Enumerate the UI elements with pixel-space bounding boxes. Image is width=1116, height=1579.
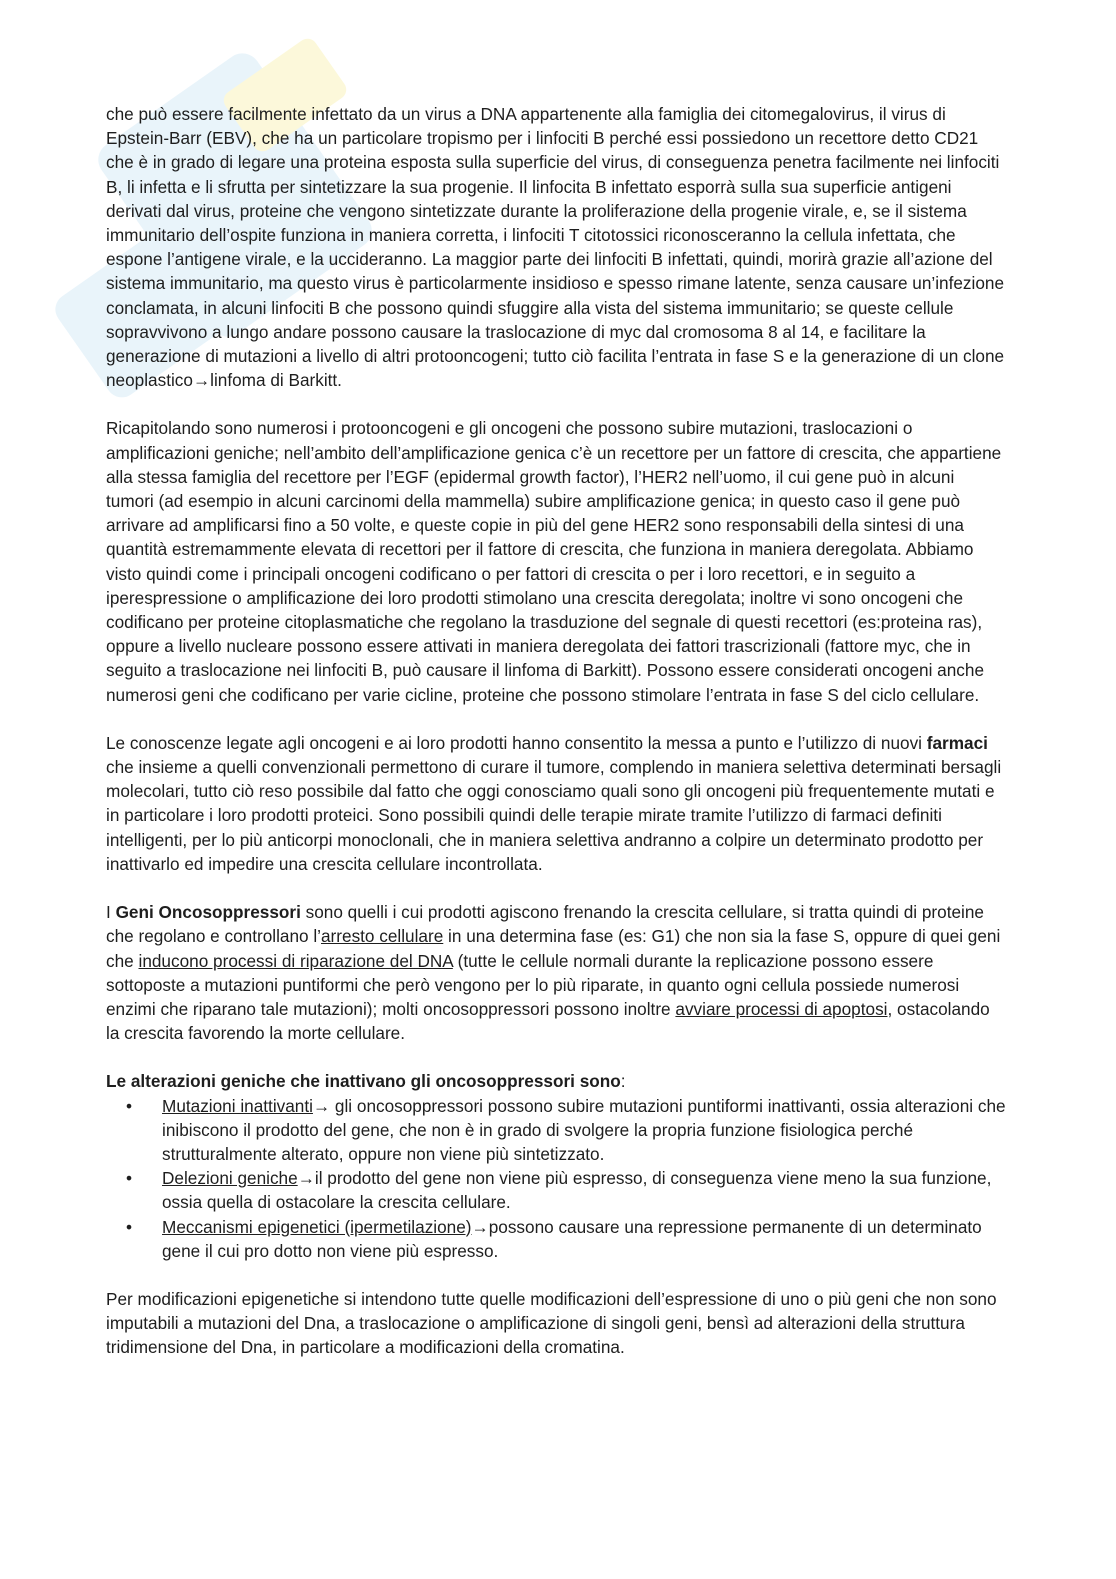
alterations-heading: Le alterazioni geniche che inattivano gli oncosoppressori sono: — [106, 1071, 626, 1092]
bullet-text: →possono causare una repressione permanente di un determinato gene il cui pro dotto non viene più espresso. — [162, 1216, 982, 1261]
paragraph-ebv: che può essere facilmente infettato da un virus a DNA appartenente alla famiglia dei citomegalovirus, il virus di Epstein-Barr (EBV), che ha un particolare tropismo per i linfociti B perché essi possiedono un recettore detto CD21 che è in grado di legare una proteina esposta sulla superficie del virus, di conseguenza penetra facilmente nei linfociti B, li infetta e li sfrutta per sintetizzare la sua progenie. Il linfocita B infettato esporrà sulla sua superficie antigeni derivati dal virus, proteine che vengono sintetizzate durante la proliferazione della progenie virale, e, se il sistema immunitario dell’ospite funziona in maniera corretta, i linfociti T citotossici riconosceranno la cellula infettata, che espone l’antigene virale, e la uccideranno. La maggior parte dei linfociti B infettati, quindi, morirà grazie all’azione del sistema immunitario, ma questo virus è particolarmente insidioso e spesso rimane latente, senza causare un’infezione conclamata, in alcuni linfociti B che possono quindi sfuggire alla vista del sistema immunitario; se queste cellule sopravvivono a lungo andare possono causare la traslocazione di myc dal cromosoma 8 al 14, e facilitare la generazione di mutazioni a livello di altri protooncogeni; tutto ciò facilita l’entrata in fase S e la generazione di un clone neoplastico→linfoma di Barkitt. — [106, 104, 1005, 391]
bullet-term: Meccanismi epigenetici (ipermetilazione) — [162, 1216, 472, 1237]
list-item — [106, 1166, 1006, 1214]
term-arresto-cellulare: arresto cellulare — [321, 926, 444, 947]
bullet-term: Mutazioni inattivanti — [162, 1095, 313, 1116]
list-item — [106, 1215, 1006, 1263]
term-riparazione-dna: inducono processi di riparazione del DNA — [138, 950, 453, 971]
list-item — [106, 1094, 1006, 1167]
term-geni-oncosoppressori: Geni Oncosoppressori — [115, 902, 301, 923]
paragraph-drugs: Le conoscenze legate agli oncogeni e ai loro prodotti hanno consentito la messa a punto e l’utilizzo di nuovi farmaci che insieme a quelli convenzionali permettono di curare il tumore, complendo in maniera selettiva determinati bersagli molecolari, tutto ciò reso possibile dal fatto che oggi conosciamo quali sono gli oncogeni più frequentemente mutati e in particolare i loro prodotti proteici. Sono possibili quindi delle terapie mirate tramite l’utilizzo di farmaci definiti intelligenti, per lo più anticorpi monoclonali, che in maniera selettiva andranno a colpire un determinato prodotto per inattivarlo ed impedire una crescita cellulare incontrollata. — [106, 732, 1002, 874]
term-farmaci: farmaci — [926, 732, 988, 753]
bullet-term: Delezioni geniche — [162, 1168, 298, 1189]
document-page — [106, 102, 1006, 1384]
term-apoptosi: avviare processi di apoptosi — [675, 998, 888, 1019]
alterations-list — [106, 1094, 1006, 1263]
paragraph-recap-oncogenes: Ricapitolando sono numerosi i protooncogeni e gli oncogeni che possono subire mutazioni, traslocazioni o amplificazioni geniche; nell’ambito dell’amplificazione genica c’è un recettore per un fattore di crescita, che appartiene alla stessa famiglia del recettore per l’EGF (epidermal growth factor), l’HER2 nell’uomo, il cui gene può in alcuni tumori (ad esempio in alcuni carcinomi della mammella) subire amplificazione genica; in questo caso il gene può arrivare ad amplificarsi fino a 50 volte, e queste copie in più del gene HER2 sono responsabili della sintesi di una quantità estremammente elevata di recettori per il fattore di crescita, che funziona in maniera deregolata. Abbiamo visto quindi come i principali oncogeni codificano o per fattori di crescita o per i loro recettori, e in seguito a iperespressione o amplificazione dei loro prodotti stimolano una crescita deregolata; inoltre vi sono oncogeni che codificano per proteine citoplasmatiche che regolano la trasduzione del segnale di questi recettori (es:proteina ras), oppure a livello nucleare possono essere attivati in maniera deregolata dei fattori trascrizionali (fattore myc, che in seguito a traslocazione nei linfociti B, può causare il linfoma di Barkitt). Possono essere considerati oncogeni anche numerosi geni che codificano per varie cicline, proteine che possono stimolare l’entrata in fase S del ciclo cellulare. — [106, 418, 1002, 705]
paragraph-oncosuppressors: I Geni Oncosoppressori sono quelli i cui prodotti agiscono frenando la crescita cellulare, si tratta quindi di proteine che regolano e controllano l’arresto cellulare in una determina fase (es: G1) che non sia la fase S, oppure di quei geni che inducono processi di riparazione del DNA (tutte le cellule normali durante la replicazione possono essere sottoposte a mutazioni puntiformi che però vengono per lo più riparate, in quanto ogni cellula possiede numerosi enzimi che riparano tale mutazioni); molti oncosoppressori possono inoltre avviare processi di apoptosi, ostacolando la crescita favorendo la morte cellulare. — [106, 902, 1001, 1044]
bullet-text: → gli oncosoppressori possono subire mutazioni puntiformi inattivanti, ossia alterazioni che inibiscono il prodotto del gene, che non è in grado di svolgere la propria funzione fisiologica perché strutturalmente alterato, oppure non viene più sintetizzato. — [162, 1095, 1006, 1164]
paragraph-epigenetics: Per modificazioni epigenetiche si intendono tutte quelle modificazioni dell’espressione di uno o più geni che non sono imputabili a mutazioni del Dna, a traslocazione o amplificazione di singoli geni, bensì ad alterazioni della struttura tridimensione del Dna, in particolare a modificazioni della cromatina. — [106, 1288, 997, 1358]
bullet-text: →il prodotto del gene non viene più espresso, di conseguenza viene meno la sua funzione, ossia quella di ostacolare la crescita cellulare. — [162, 1168, 992, 1213]
